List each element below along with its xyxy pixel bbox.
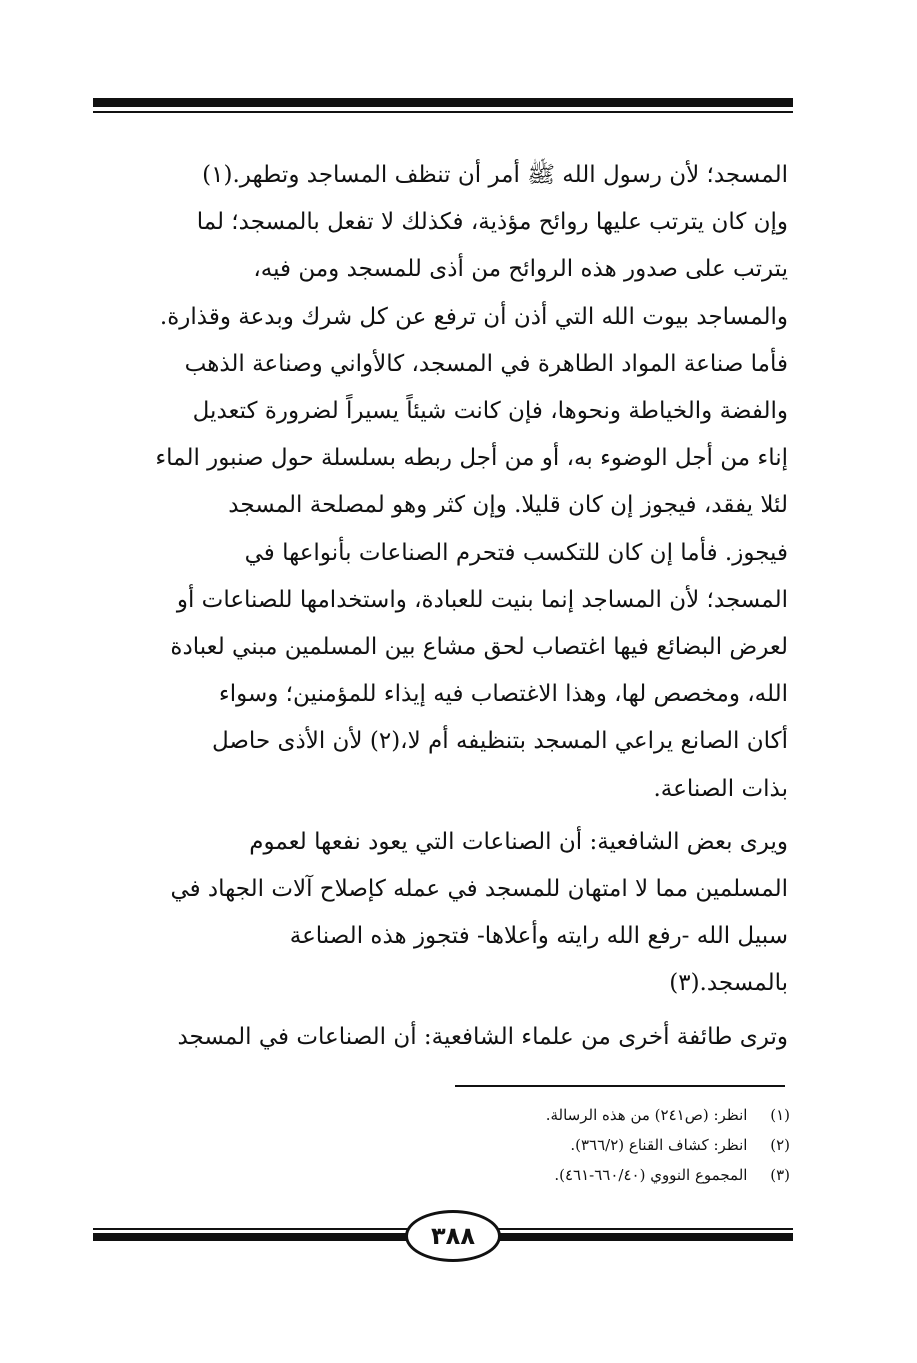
footnote-separator bbox=[455, 1085, 785, 1087]
line-19: وترى طائفة أخرى من علماء الشافعية: أن الصناعات في المسجد bbox=[177, 1023, 788, 1050]
line-16: المسلمين مما لا امتهان للمسجد في عمله كإصلاح آلات الجهاد في bbox=[170, 876, 788, 903]
body-text bbox=[100, 152, 788, 1061]
footnote-number: (١) bbox=[770, 1106, 790, 1124]
footnote-text: انظر: كشاف القناع (٣٦٦/٢). bbox=[570, 1136, 748, 1154]
line-4: والمساجد بيوت الله التي أذن أن ترفع عن كل شرك وبدعة وقذارة. bbox=[159, 303, 788, 330]
line-13: أكان الصانع يراعي المسجد بتنظيفه أم لا،(٢) لأن الأذى حاصل bbox=[211, 728, 788, 755]
footnote-3 bbox=[300, 1160, 790, 1190]
footnote-1 bbox=[300, 1100, 790, 1130]
footnote-text: المجموع النووي (٦٦٠/٤٠-٤٦١). bbox=[554, 1166, 748, 1184]
footnote-number: (٣) bbox=[770, 1166, 790, 1184]
line-2: وإن كان يترتب عليها روائح مؤذية، فكذلك لا تفعل بالمسجد؛ لما bbox=[196, 209, 788, 236]
footnotes bbox=[300, 1100, 790, 1190]
line-11: لعرض البضائع فيها اغتصاب لحق مشاع بين المسلمين مبني لعبادة bbox=[170, 634, 788, 661]
footnote-number: (٢) bbox=[770, 1136, 790, 1154]
line-14: بذات الصناعة. bbox=[653, 775, 788, 802]
line-17: سبيل الله -رفع الله رايته وأعلاها- فتجوز هذه الصناعة bbox=[289, 923, 788, 950]
footnote-2 bbox=[300, 1130, 790, 1160]
top-rule-thick bbox=[93, 98, 793, 107]
footnote-text: انظر: (ص٢٤١) من هذه الرسالة. bbox=[545, 1106, 748, 1124]
top-rule-thin bbox=[93, 111, 793, 113]
line-1: المسجد؛ لأن رسول الله ﷺ أمر أن تنظف المساجد وتطهر.(١) bbox=[202, 162, 788, 188]
line-18: بالمسجد.(٣) bbox=[669, 970, 788, 997]
line-5: فأما صناعة المواد الطاهرة في المسجد، كالأواني وصناعة الذهب bbox=[184, 350, 788, 377]
line-10: المسجد؛ لأن المساجد إنما بنيت للعبادة، واستخدامها للصناعات أو bbox=[176, 586, 788, 613]
line-3: يترتب على صدور هذه الروائح من أذى للمسجد ومن فيه، bbox=[253, 256, 788, 283]
line-12: الله، ومخصص لها، وهذا الاغتصاب فيه إيذاء للمؤمنين؛ وسواء bbox=[218, 681, 788, 708]
page-number: ٣٨٨ bbox=[405, 1210, 501, 1262]
line-9: فيجوز. فأما إن كان للتكسب فتحرم الصناعات بأنواعها في bbox=[244, 539, 788, 566]
line-7: إناء من أجل الوضوء به، أو من أجل ربطه بسلسلة حول صنبور الماء bbox=[155, 445, 788, 472]
line-15: ويرى بعض الشافعية: أن الصناعات التي يعود نفعها لعموم bbox=[249, 828, 788, 855]
line-6: والفضة والخياطة ونحوها، فإن كانت شيئاً يسيراً لضرورة كتعديل bbox=[192, 398, 788, 425]
line-8: لئلا يفقد، فيجوز إن كان قليلا. وإن كثر وهو لمصلحة المسجد bbox=[228, 492, 788, 519]
